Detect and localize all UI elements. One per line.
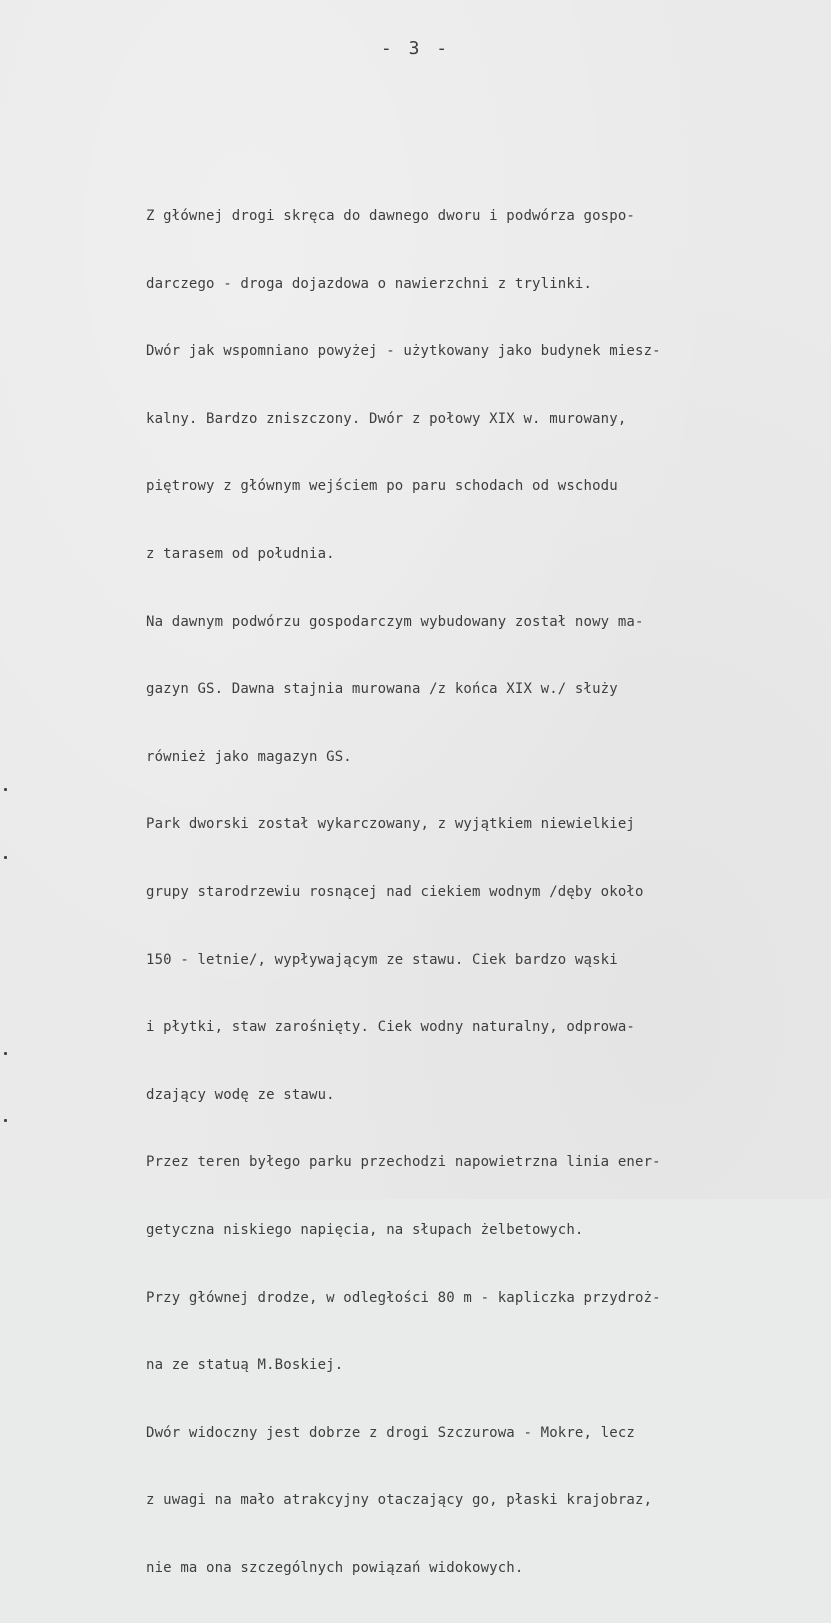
text-line: getyczna niskiego napięcia, na słupach żelbetowych.: [146, 1221, 584, 1238]
text-line: nie ma ona szczególnych powiązań widokowych.: [146, 1559, 524, 1576]
text-line: dzający wodę ze stawu.: [146, 1086, 335, 1103]
margin-mark: [4, 1119, 7, 1122]
text-line: 150 - letnie/, wypływającym ze stawu. Ciek bardzo wąski: [146, 951, 618, 968]
text-line: Przy głównej drodze, w odległości 80 m - kapliczka przydroż-: [146, 1289, 661, 1306]
text-line: Z głównej drogi skręca do dawnego dworu i podwórza gospo-: [146, 208, 635, 224]
text-line: Park dworski został wykarczowany, z wyjątkiem niewielkiej: [146, 816, 635, 833]
text-line: Dwór widoczny jest dobrze z drogi Szczurowa - Mokre, lecz: [146, 1424, 635, 1441]
text-line: z uwagi na mało atrakcyjny otaczający go, płaski krajobraz,: [146, 1492, 653, 1509]
text-line: również jako magazyn GS.: [146, 748, 352, 765]
margin-mark: [4, 788, 7, 791]
margin-mark: [4, 856, 7, 859]
text-line: grupy starodrzewiu rosnącej nad ciekiem wodnym /dęby około: [146, 883, 644, 900]
page-number: - 3 -: [380, 38, 451, 59]
text-line: na ze statuą M.Boskiej.: [146, 1357, 344, 1374]
text-line: z tarasem od południa.: [146, 545, 335, 562]
text-line: Przez teren byłego parku przechodzi napowietrzna linia ener-: [146, 1154, 661, 1171]
text-line: Dwór jak wspomniano powyżej - użytkowany jako budynek miesz-: [146, 343, 661, 360]
text-line: piętrowy z głównym wejściem po paru schodach od wschodu: [146, 478, 618, 495]
document-body: [146, 172, 806, 1623]
text-line: gazyn GS. Dawna stajnia murowana /z końca XIX w./ służy: [146, 681, 618, 698]
text-line: i płytki, staw zarośnięty. Ciek wodny naturalny, odprowa-: [146, 1019, 635, 1036]
text-line: Na dawnym podwórzu gospodarczym wybudowany został nowy ma-: [146, 613, 644, 630]
margin-mark: [4, 1052, 7, 1055]
text-line: darczego - droga dojazdowa o nawierzchni z trylinki.: [146, 275, 593, 292]
text-line: kalny. Bardzo zniszczony. Dwór z połowy XIX w. murowany,: [146, 410, 627, 427]
